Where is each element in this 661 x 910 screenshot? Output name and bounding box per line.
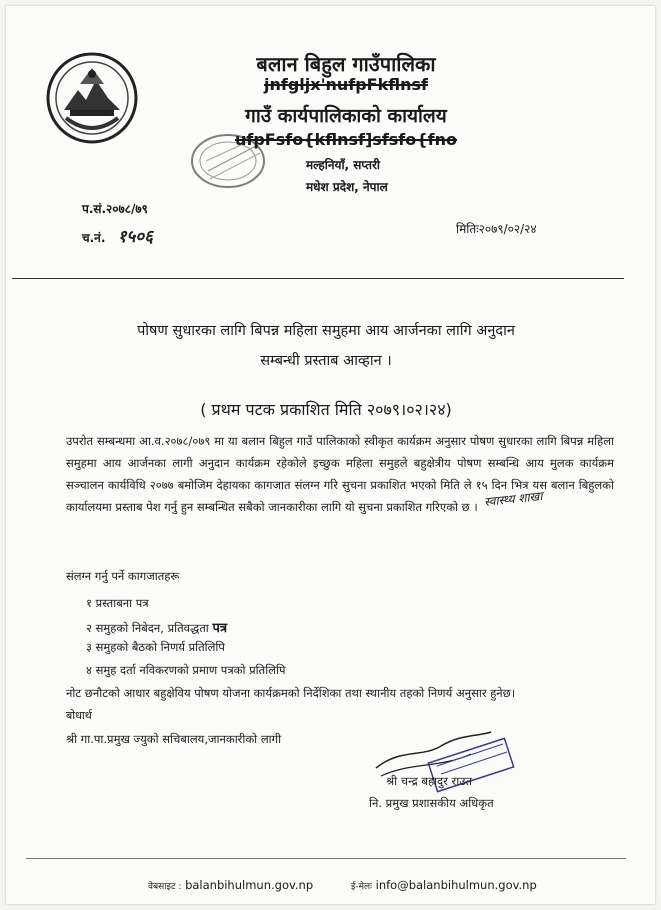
subject-line-2: सम्बन्धी प्रस्ताब आव्हान । [260, 353, 392, 369]
office-name-preeti: ufpFsfo{kflnsf]sfsfo{fno [235, 130, 457, 149]
attachment-number: १ [86, 596, 92, 610]
attachment-number: ३ [86, 640, 92, 654]
attachment-text: प्रस्ताबना पत्र [95, 596, 149, 610]
attachment-text: समुह दर्ता नविकरणको प्रमाण पत्रको प्रतिलिपि [95, 663, 286, 677]
dispatch-number [82, 224, 153, 247]
website-link[interactable]: balanbihulmun.gov.np [185, 878, 314, 892]
nepal-emblem-logo [44, 50, 140, 146]
dispatch-number-handwritten: १५०६ [117, 227, 153, 247]
signatory-name: श्री चन्द्र बहादुर राउत [386, 774, 473, 788]
cc-label: बोधार्थ [66, 709, 92, 722]
municipality-name-preeti: jnfgljx'nufpFkflnsf [264, 75, 428, 94]
selection-note: नोट छनौटको आधार बहुक्षेविय पोषण योजना कार्यक्रमको निर्देशिका तथा स्थानीय तहको निणर्य अनुसार हुनेछ। [66, 686, 516, 700]
email-link[interactable]: info@balanbihulmun.gov.np [375, 878, 537, 892]
reference-number: प.सं.२०७८/७९ [82, 202, 148, 216]
header-divider [12, 278, 624, 279]
email-label: ई-मेलः [351, 882, 372, 892]
attachment-item [86, 663, 286, 678]
cc-recipient: श्री गा.पा.प्रमुख ज्युको सचिबालय,जानकारीको लागी [66, 732, 282, 746]
footer-email [351, 878, 537, 892]
address-line-2: मधेश प्रदेश, नेपाल [306, 180, 388, 194]
attachments-title: संलग्न गर्नु पर्ने कागजातहरू [66, 569, 180, 583]
attachment-number: २ [86, 621, 92, 635]
attachment-item [86, 640, 225, 655]
attachment-number: ४ [86, 663, 92, 677]
signatory-title: नि. प्रमुख प्रशासकीय अधिकृत [369, 796, 494, 810]
letter-page [6, 6, 655, 904]
website-label: वेबसाइट : [148, 882, 182, 892]
attachment-extra: पत्र [212, 621, 228, 636]
letter-date: मितिः२०७९/०२/२४ [456, 222, 537, 236]
handwritten-note: स्वास्थ्य शाखा [483, 488, 544, 510]
attachment-item [86, 596, 149, 611]
attachment-item [86, 618, 227, 636]
dispatch-label: च.नं. [82, 231, 106, 245]
notice-body: उपरोत सम्बन्धमा आ.व.२०७८/०७९ मा या बलान बिहुल गाउँ पालिकाको स्वीकृत कार्यक्रम अनुसार पोषण सुधारका लागि बिपन्न महिला समुहमा आय आर्जनका लागी अनुदान कार्यक्रम रहेकोले इच्छुक महिला समुहले बहुक्षेत्रीय पोषण सम्बन्धि आय मुलक कार्यक्रम सञ्चालन कार्यविधि २०७७ बमोजिम देहायका कागजात संलग्न गरि सुचना प्रकाशित भएको मिति ले १५ दिन भित्र यस बलान बिहुलको कार्यालयमा प्रस्ताब पेश गर्नु हुन सम्बन्धित सबैको जानकारीका लागि यो सुचना प्रकाशित गरिएको छ । [66, 434, 614, 514]
attachment-text: समुहको बैठको निणर्य प्रतिलिपि [95, 640, 225, 654]
address-line-1: मल्हनियाँ, सप्तरी [306, 158, 380, 172]
office-name: गाउँ कार्यपालिकाको कार्यालय [245, 105, 447, 127]
attachment-text: समुहको निबेदन, प्रतिवद्धता [95, 621, 209, 635]
footer-website [148, 878, 313, 892]
municipality-name: बलान बिहुल गाउँपालिका [256, 52, 436, 76]
first-published-date: ( प्रथम पटक प्रकाशित मिति २०७९।०२।२४) [200, 400, 452, 419]
subject-line-1: पोषण सुधारका लागि बिपन्न महिला समुहमा आय आर्जनका लागि अनुदान [137, 323, 515, 339]
footer-divider [26, 858, 626, 859]
